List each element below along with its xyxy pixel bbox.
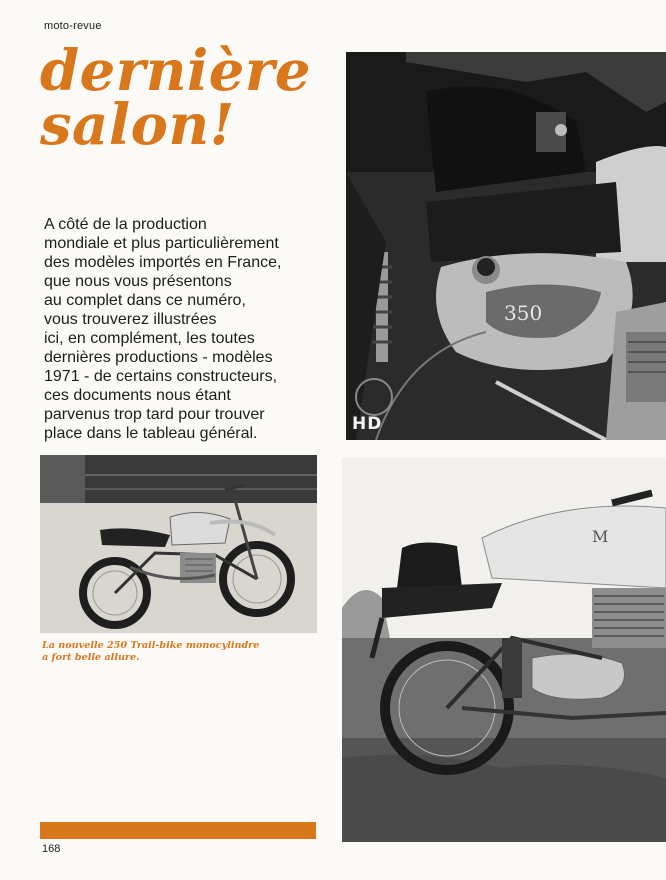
page-title [40,38,340,158]
cafe-racer-photo [342,458,666,842]
tank-badge-label: 350 [504,301,543,325]
photo-caption: La nouvelle 250 Trail-bike monocylindre a fort belle allure. [42,640,260,663]
tank-photo-image [346,52,666,440]
title-line-2: salon! [40,92,235,158]
trail-bike-photo [40,455,317,633]
cafe-racer-image [342,458,666,842]
tank-photo [346,52,666,440]
trail-bike-image [40,455,317,633]
title-line-1: dernière [40,38,312,104]
intro-paragraph: A côté de la production mondiale et plus particulièrement des modèles importés en France, que nous vous présentons au complet dans ce numéro, vous trouverez illustrées ici, en complément, les toutes dernières productions - modèles 1971 - de certains constructeurs, ces documents nous étant parvenus trop tard pour trouver place dans le tableau général. [44,216,282,442]
watermark: HD [352,414,383,434]
orange-divider-bar [40,822,316,839]
section-label: moto-revue [44,20,102,32]
page-number: 168 [42,843,61,855]
tank-logo: M [592,527,609,546]
